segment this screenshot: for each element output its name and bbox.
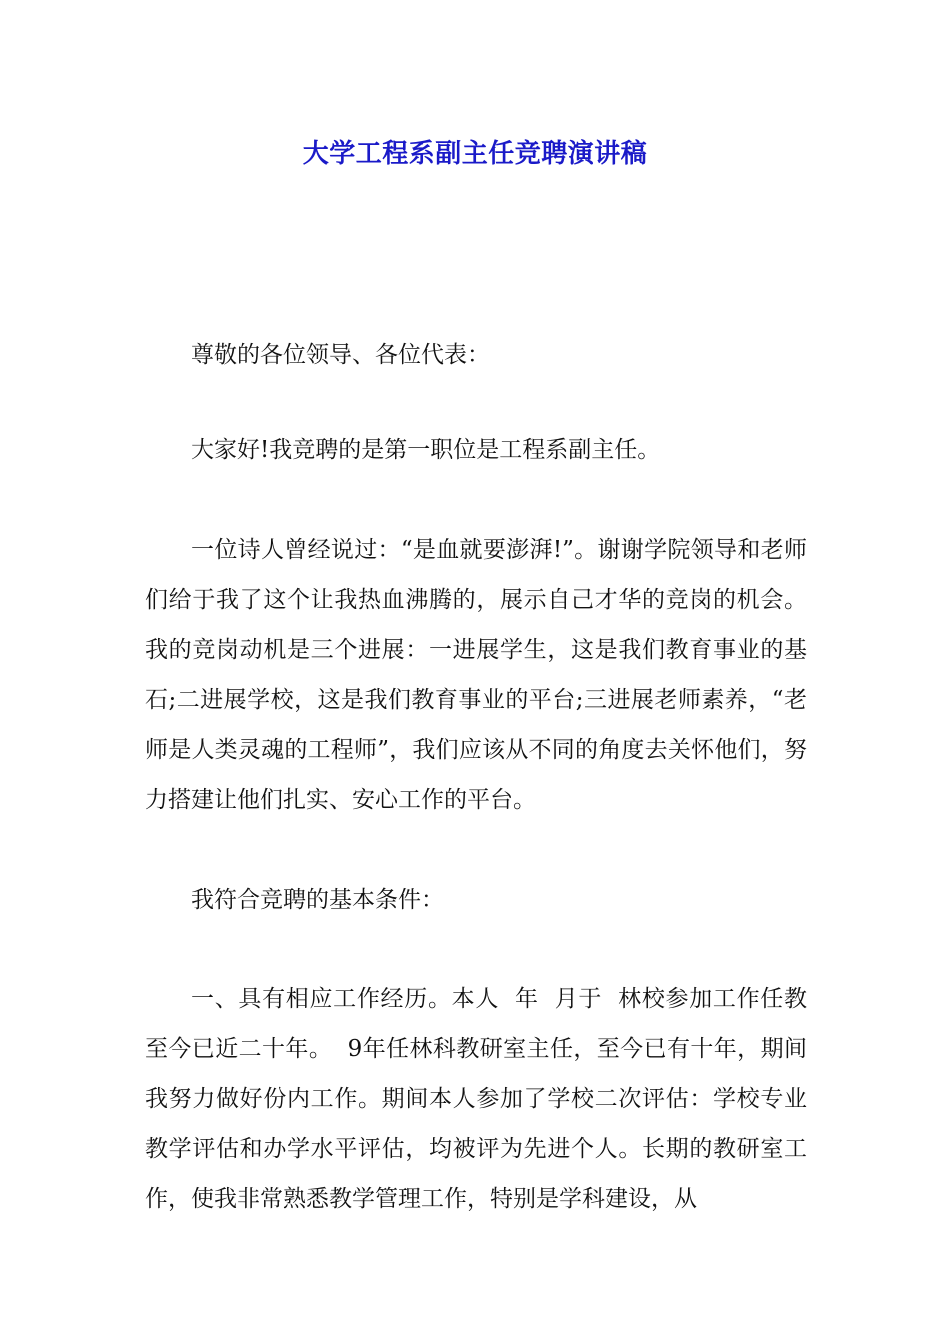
salutation-paragraph: 尊敬的各位领导、各位代表：: [191, 342, 490, 368]
document-title: 大学工程系副主任竞聘演讲稿: [302, 139, 648, 169]
motivation-paragraph: 一位诗人曾经说过：“是血就要澎湃!”。谢谢学院领导和老师们给于我了这个让我热血沸腾的，展示自己才华的竞岗的机会。我的竞岗动机是三个进展：一进展学生，这是我们教育事业的基石;二进展学校，这是我们教育事业的平台;三进展老师素养，“老师是人类灵魂的工程师”，我们应该从不同的角度去关怀他们，努力搭建让他们扎实、安心工作的平台。: [145, 537, 807, 813]
greeting-paragraph: 大家好!我竞聘的是第一职位是工程系副主任。: [191, 437, 661, 463]
conditions-heading-paragraph: 我符合竞聘的基本条件：: [191, 887, 444, 913]
experience-paragraph: 一、具有相应工作经历。本人 年 月于 林校参加工作任教至今已近二十年。 9年任林科教研室主任，至今已有十年，期间我努力做好份内工作。期间本人参加了学校二次评估：学校专业教学评估和办学水平评估，均被评为先进个人。长期的教研室工作，使我非常熟悉教学管理工作，特别是学科建设，从: [145, 986, 807, 1212]
